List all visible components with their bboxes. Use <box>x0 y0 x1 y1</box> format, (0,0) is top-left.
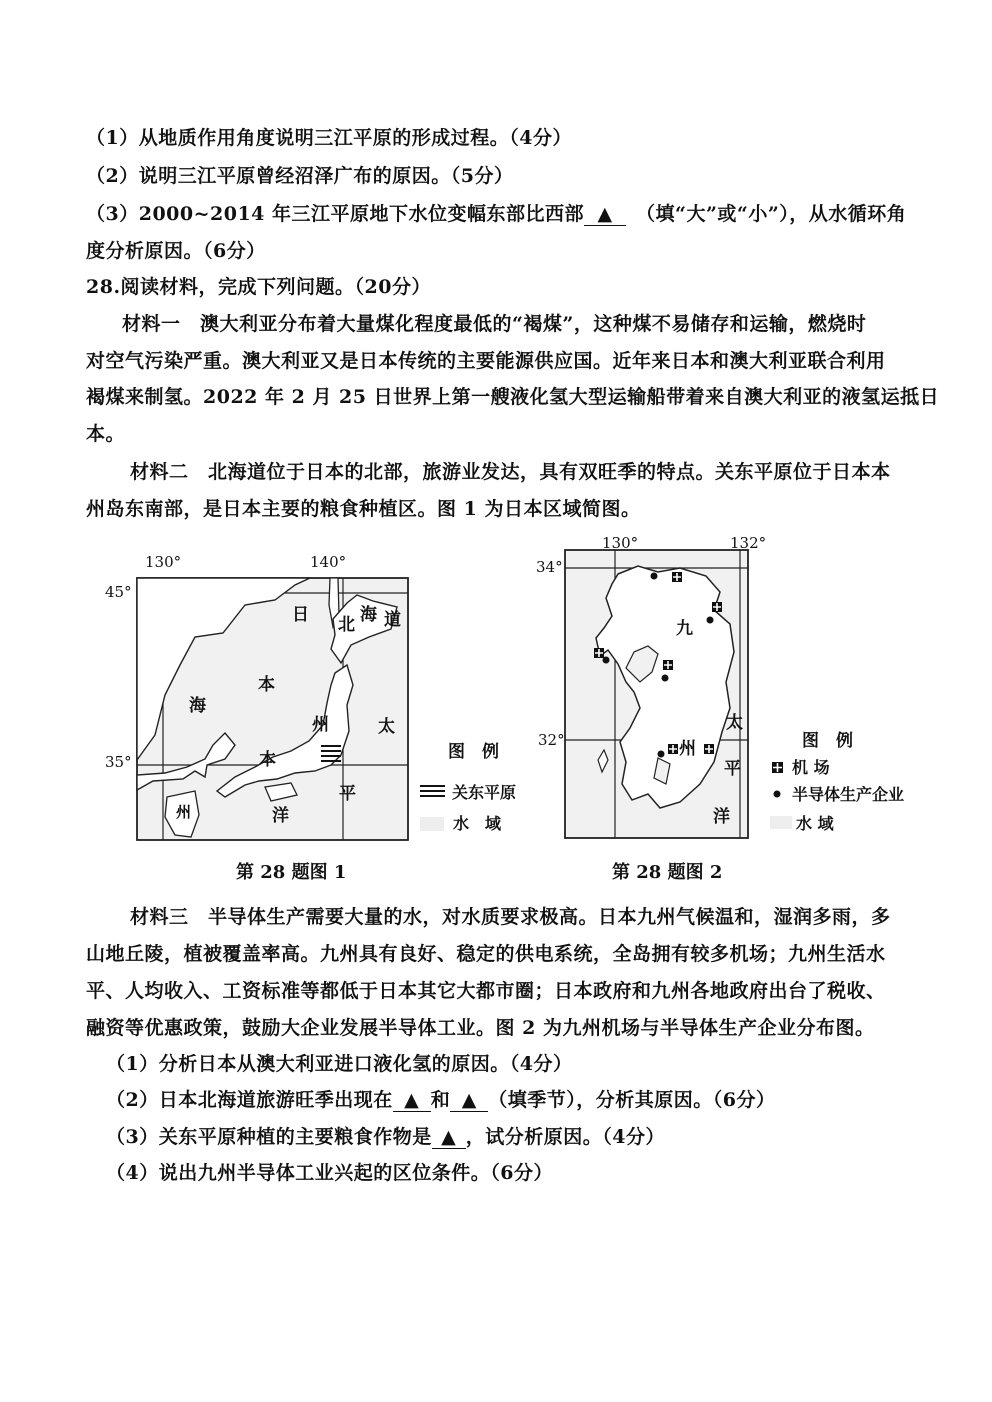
legend1-plain-label: 关东平原 <box>452 783 517 802</box>
lon-130-fig2: 130° <box>602 534 639 552</box>
label-ben-sea: 本 <box>258 675 275 695</box>
label-yang: 洋 <box>272 806 289 826</box>
material2-line1: 材料二 北海道位于日本的北部，旅游业发达，具有双旺季的特点。关东平原位于日本本 <box>130 461 891 483</box>
label-jiu: 九 <box>676 619 693 639</box>
lon-140: 140° <box>310 553 347 571</box>
label-hai-hokkaido: 海 <box>360 605 377 625</box>
legend1-water-label: 水 域 <box>453 814 502 833</box>
material1-line1: 材料一 澳大利亚分布着大量煤化程度最低的“褐煤”，这种煤不易储存和运输，燃烧时 <box>122 313 867 335</box>
material1-line2: 对空气污染严重。澳大利亚又是日本传统的主要能源供应国。近年来日本和澳大利亚联合利用 <box>86 350 886 372</box>
lon-132-fig2: 132° <box>730 534 767 552</box>
q27-sub3 <box>86 199 906 226</box>
figure1-japan-map <box>95 545 535 845</box>
figure2-kyushu-map <box>530 532 930 844</box>
legend2-semi-symbol <box>774 791 781 798</box>
q27-sub2: （2）说明三江平原曾经沼泽广布的原因。（5分） <box>86 165 514 187</box>
q27-sub3-text-a: （3）2000~2014 年三江平原地下水位变幅东部比西部 <box>86 203 585 225</box>
material3-line3: 平、人均收入、工资标准等都低于日本其它大都市圈；日本政府和九州各地政府出台了税收、 <box>86 980 886 1002</box>
legend2-title: 图 例 <box>802 731 853 751</box>
label-dao: 道 <box>384 610 401 630</box>
material3-line1: 材料三 半导体生产需要大量的水，对水质要求极高。日本九州气候温和，湿润多雨，多 <box>130 906 891 928</box>
legend2-water-label: 水 域 <box>796 814 834 833</box>
label-zhou-fig2: 州 <box>679 739 696 759</box>
q27-sub1: （1）从地质作用角度说明三江平原的形成过程。（4分） <box>86 127 572 149</box>
airport-marker-2 <box>712 602 722 612</box>
q28-sub1: （1）分析日本从澳大利亚进口液化氢的原因。（4分） <box>106 1053 573 1075</box>
semiconductor-dot-2 <box>707 617 714 624</box>
q28-sub2-text-b: 和 <box>430 1089 451 1111</box>
lat-35: 35° <box>105 753 132 771</box>
label-tai: 太 <box>378 717 395 737</box>
semiconductor-dot-5 <box>658 751 665 758</box>
answer-blank: ▲ <box>450 1089 488 1112</box>
q28-sub2 <box>106 1085 775 1112</box>
q28-sub2-text-a: （2）日本北海道旅游旺季出现在 <box>106 1089 393 1111</box>
airport-marker-4 <box>663 660 673 670</box>
lat-34-fig2: 34° <box>536 558 563 576</box>
material3-line2: 山地丘陵，植被覆盖率高。九州具有良好、稳定的供电系统，全岛拥有较多机场；九州生活水 <box>86 943 886 965</box>
label-ri: 日 <box>292 605 309 625</box>
material3-line4: 融资等优惠政策，鼓励大企业发展半导体工业。图 2 为九州机场与半导体生产企业分布图。 <box>86 1017 875 1039</box>
answer-blank: ▲ <box>584 203 626 226</box>
legend2-airport-symbol <box>772 762 783 773</box>
lat-32-fig2: 32° <box>538 731 565 749</box>
material1-line4: 本。 <box>86 423 126 445</box>
legend1-water-symbol <box>420 817 444 831</box>
semiconductor-dot-3 <box>603 657 610 664</box>
answer-blank: ▲ <box>432 1126 466 1149</box>
q28-sub4: （4）说出九州半导体工业兴起的区位条件。（6分） <box>106 1162 553 1184</box>
legend1-plain-symbol <box>420 786 445 796</box>
label-ben-honshu: 本 <box>259 750 276 770</box>
figure2-caption: 第 28 题图 2 <box>612 862 723 883</box>
q28-sub3-text-a: （3）关东平原种植的主要粮食作物是 <box>106 1126 432 1148</box>
q27-sub3-text-b: （填“大”或“小”），从水循环角 <box>645 203 907 225</box>
label-tai-fig2: 太 <box>726 713 743 733</box>
label-zhou-honshu: 州 <box>312 715 329 735</box>
airport-marker-5 <box>668 744 678 754</box>
material2-line2: 州岛东南部，是日本主要的粮食种植区。图 1 为日本区域简图。 <box>86 498 641 520</box>
semiconductor-dot-4 <box>662 675 669 682</box>
label-hai-sea: 海 <box>189 696 206 716</box>
q28-sub3-text-b: ，试分析原因。（4分） <box>465 1126 665 1148</box>
airport-marker-6 <box>704 744 714 754</box>
answer-blank: ▲ <box>393 1089 431 1112</box>
legend2-semi-label: 半导体生产企业 <box>792 785 905 804</box>
airport-marker-3 <box>594 648 604 658</box>
lon-130: 130° <box>145 553 182 571</box>
q28-sub2-text-c: （填季节），分析其原因。（6分） <box>488 1089 776 1111</box>
legend2-water-symbol <box>770 816 792 829</box>
label-yang-fig2: 洋 <box>713 807 730 827</box>
q28-title: 28.阅读材料，完成下列问题。（20分） <box>86 276 431 298</box>
label-zhou-kyushu: 州 <box>176 803 192 821</box>
label-ping-fig2: 平 <box>724 759 741 779</box>
semiconductor-dot-1 <box>651 573 658 580</box>
airport-marker-1 <box>672 572 682 582</box>
figure1-caption: 第 28 题图 1 <box>236 862 347 883</box>
q27-sub3-cont: 度分析原因。（6分） <box>86 240 266 262</box>
lat-45: 45° <box>105 583 132 601</box>
label-bei: 北 <box>338 615 355 635</box>
legend1-title: 图 例 <box>448 742 499 762</box>
material1-line3: 褐煤来制氢。2022 年 2 月 25 日世界上第一艘液化氢大型运输船带着来自澳大利亚的液氢运抵日 <box>86 386 940 408</box>
label-ping: 平 <box>339 784 356 804</box>
q28-sub3 <box>106 1122 665 1149</box>
legend2-airport-label: 机 场 <box>792 758 830 777</box>
